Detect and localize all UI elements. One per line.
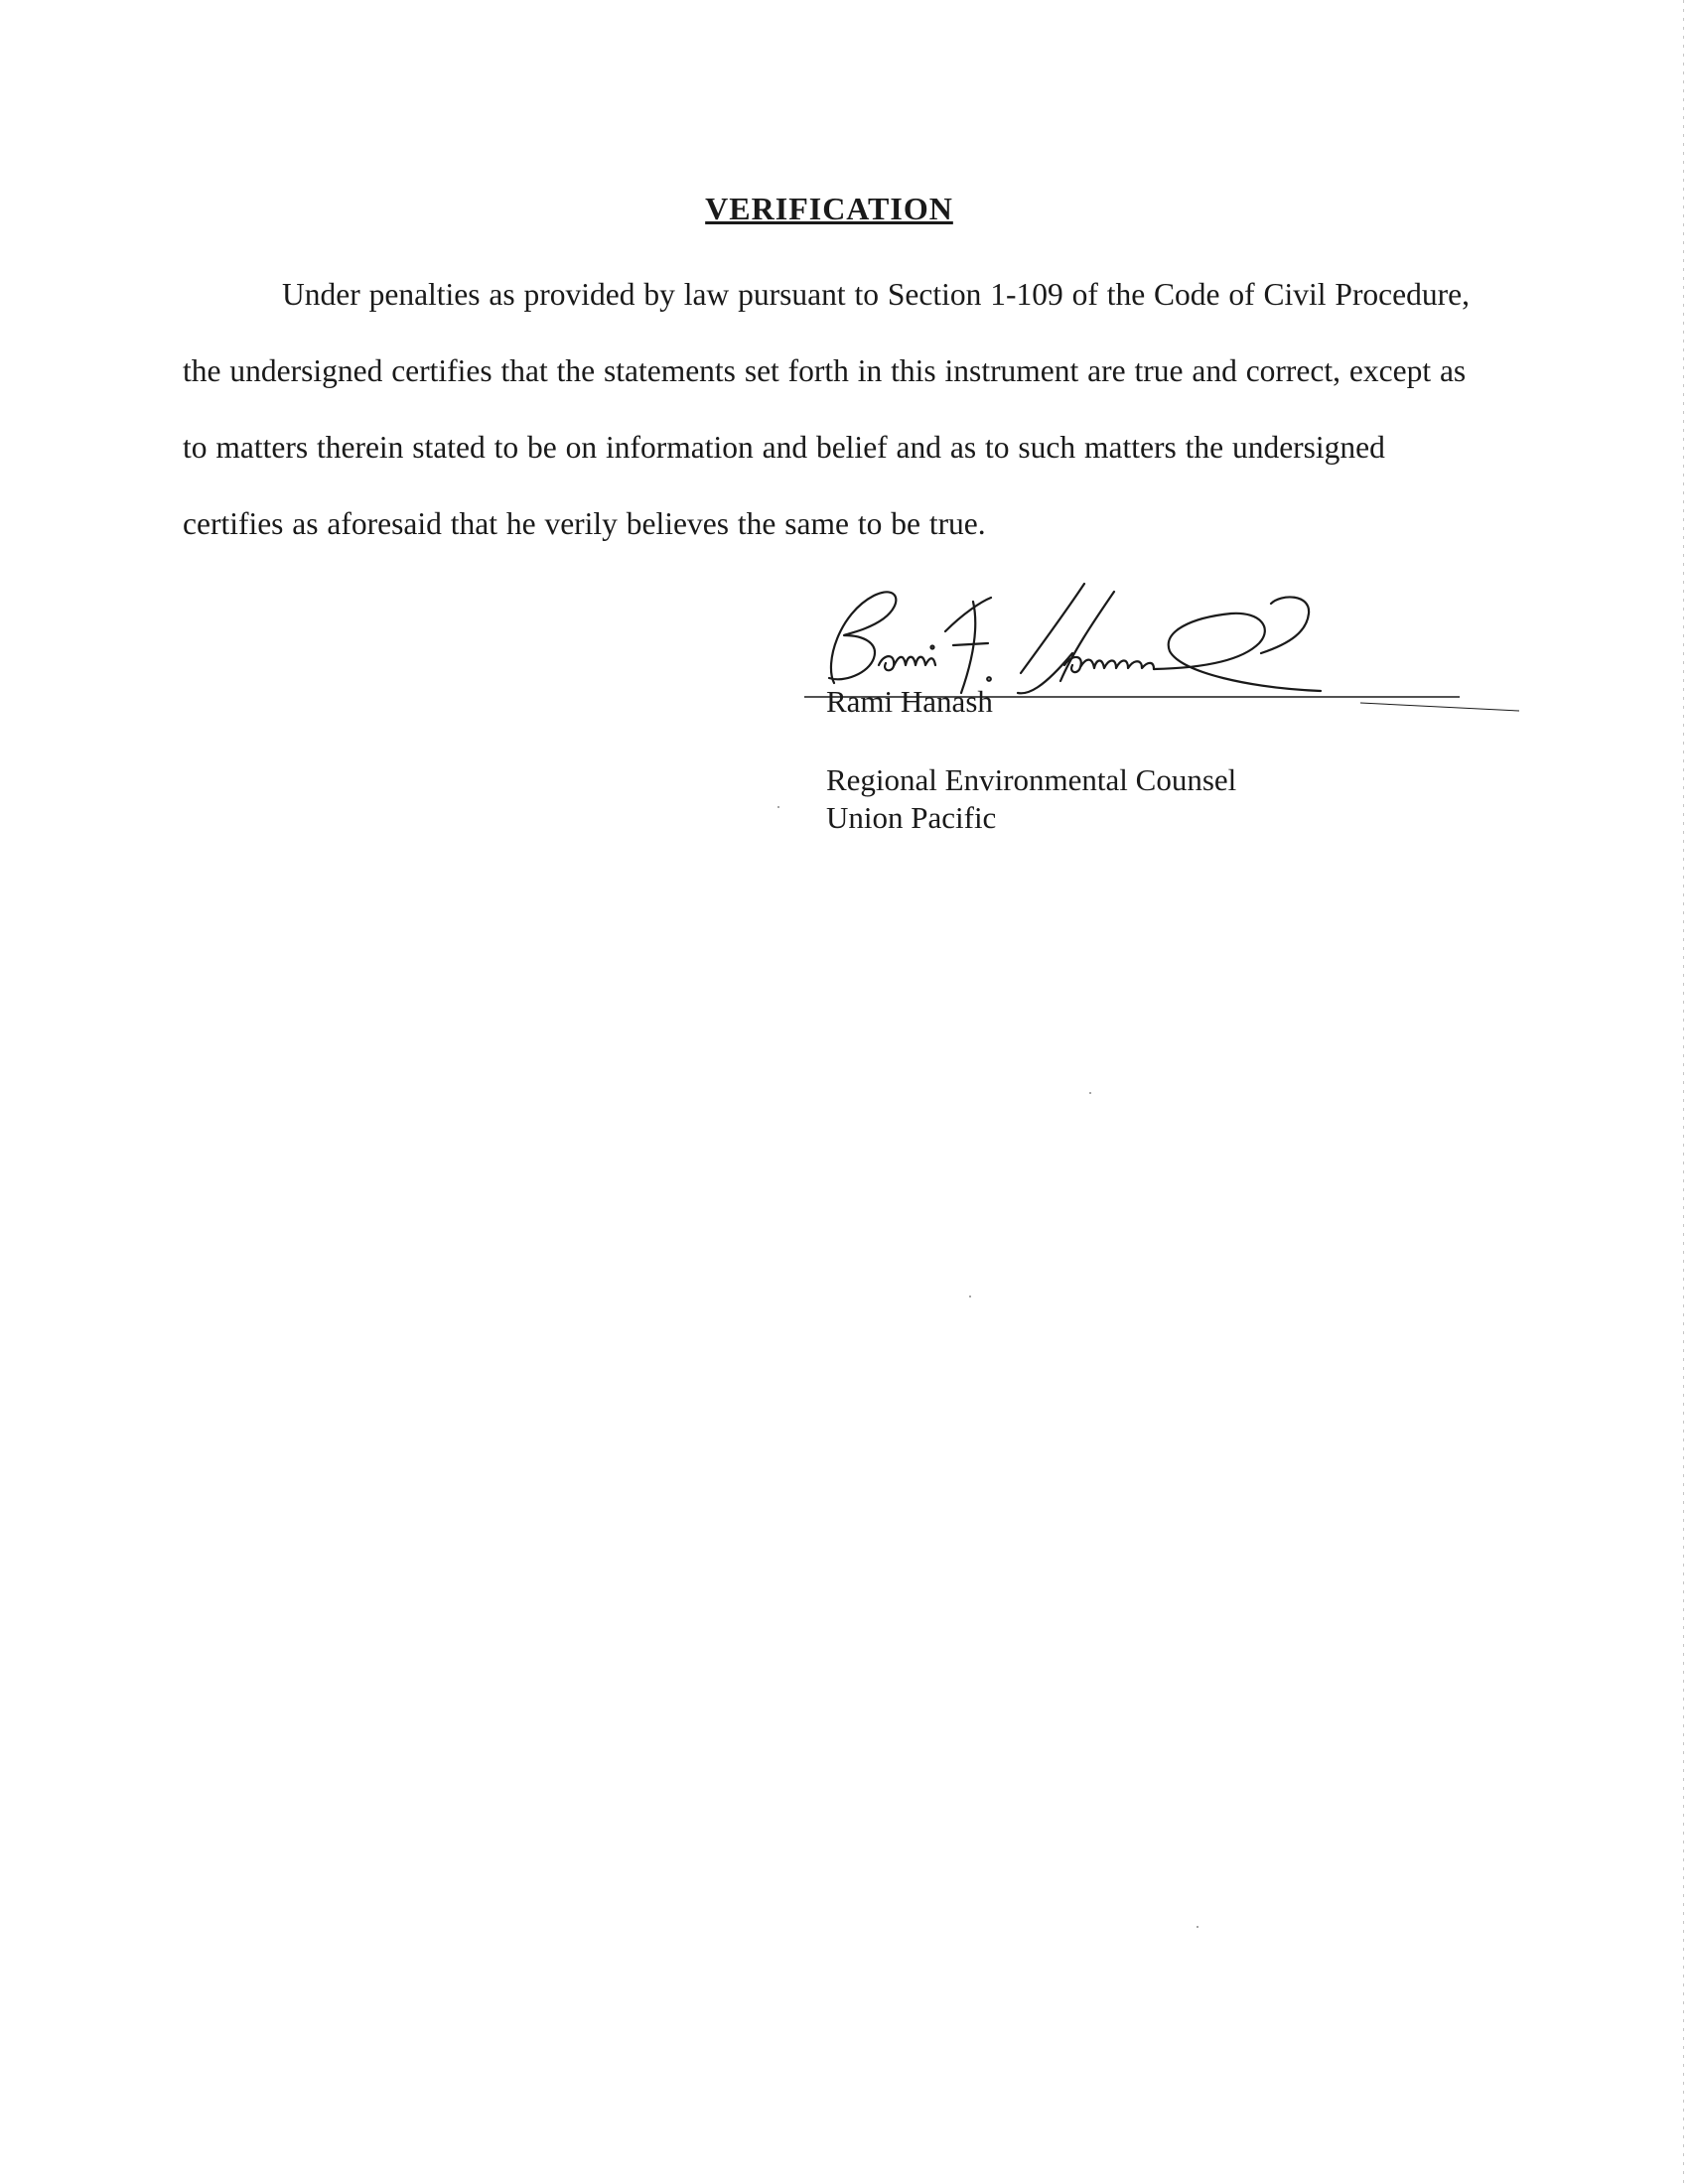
signer-title-block xyxy=(826,761,1236,837)
signer-organization: Union Pacific xyxy=(826,800,997,835)
scan-speck xyxy=(1089,1092,1091,1094)
scan-edge-mark xyxy=(1683,0,1684,2184)
scan-speck xyxy=(777,806,779,808)
signer-name: Rami Hanash xyxy=(826,684,993,719)
document-title: VERIFICATION xyxy=(705,191,953,226)
signer-position: Regional Environmental Counsel xyxy=(826,762,1237,797)
scan-speck xyxy=(969,1296,971,1297)
verification-paragraph: Under penalties as provided by law pursuant to Section 1-109 of the Code of Civil Procedure, the undersigned certifies that the statements set forth in this instrument are true and correct, except as to matters therein stated to be on information and belief and as to such matters the undersigned certifies as aforesaid that he verily believes the same to be true. xyxy=(183,277,1470,541)
scan-speck xyxy=(1197,1926,1198,1928)
